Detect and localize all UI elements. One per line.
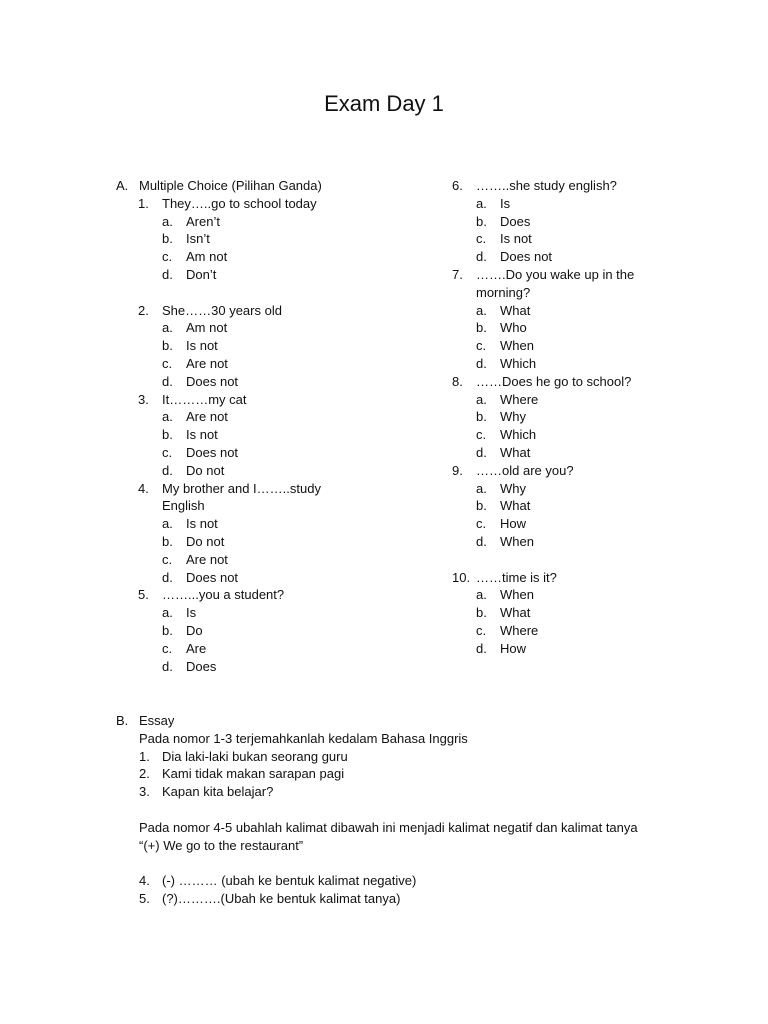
question-text-continued: English <box>162 498 205 514</box>
item-number: 1. <box>139 748 150 764</box>
option-letter: c. <box>162 249 173 265</box>
option-text: Do <box>186 622 203 638</box>
option-text: When <box>500 338 534 354</box>
option-letter: c. <box>162 444 173 460</box>
essay-instruction-2: Pada nomor 4-5 ubahlah kalimat dibawah ini menjadi kalimat negatif dan kalimat tanya <box>139 819 638 835</box>
option-4b <box>116 533 446 551</box>
question-number: 3. <box>138 391 149 407</box>
option-text: Don’t <box>186 266 217 282</box>
option-letter: c. <box>162 551 173 567</box>
option-letter: d. <box>162 266 173 282</box>
option-letter: d. <box>476 640 487 656</box>
example-sentence: “(+) We go to the restaurant” <box>139 837 304 853</box>
option-5c <box>116 640 446 658</box>
question-number: 4. <box>138 480 149 496</box>
essay-instruction-1 <box>116 730 676 748</box>
option-2a <box>116 319 446 337</box>
option-10c <box>452 622 662 640</box>
option-text: How <box>500 640 527 656</box>
option-letter: a. <box>162 605 173 621</box>
option-5a <box>116 604 446 622</box>
option-text: What <box>500 605 531 621</box>
option-1b <box>116 230 446 248</box>
option-text: How <box>500 516 527 532</box>
option-letter: b. <box>162 231 173 247</box>
option-text: Does <box>500 213 531 229</box>
question-2 <box>116 302 446 320</box>
question-number: 2. <box>138 302 149 318</box>
item-number: 5. <box>139 890 150 906</box>
option-text: Does <box>186 658 217 674</box>
option-text: Is not <box>186 516 218 532</box>
option-text: Aren’t <box>186 213 220 229</box>
question-number: 7. <box>452 266 463 282</box>
option-letter: b. <box>476 320 487 336</box>
option-letter: d. <box>162 658 173 674</box>
instruction-text: Pada nomor 1-3 terjemahkanlah kedalam Bahasa Inggris <box>139 730 468 746</box>
option-text: Do not <box>186 462 225 478</box>
option-4c <box>116 551 446 569</box>
option-text: Does not <box>500 249 553 265</box>
option-text: Who <box>500 320 527 336</box>
item-number: 4. <box>139 873 150 889</box>
spacer <box>116 284 446 302</box>
option-text: Are not <box>186 409 228 425</box>
option-3d <box>116 462 446 480</box>
option-letter: c. <box>476 516 487 532</box>
option-1d <box>116 266 446 284</box>
item-text: Kapan kita belajar? <box>162 784 274 800</box>
option-letter: c. <box>162 355 173 371</box>
option-text: Am not <box>186 320 228 336</box>
option-text: When <box>500 533 534 549</box>
option-letter: c. <box>476 231 487 247</box>
item-number: 3. <box>139 784 150 800</box>
option-7a <box>452 302 662 320</box>
question-text: They…..go to school today <box>162 195 317 211</box>
option-text: Is <box>186 605 197 621</box>
option-8b <box>452 408 662 426</box>
option-3c <box>116 444 446 462</box>
section-b-heading-line <box>116 712 676 730</box>
option-5b <box>116 622 446 640</box>
option-8a <box>452 391 662 409</box>
option-letter: b. <box>162 338 173 354</box>
option-text: Are not <box>186 551 228 567</box>
question-text: ……time is it? <box>476 569 557 585</box>
option-6a <box>452 195 662 213</box>
option-letter: a. <box>162 320 173 336</box>
spacer <box>452 551 662 569</box>
option-text: Are not <box>186 355 228 371</box>
question-text: …….Do you wake up in the <box>476 266 635 282</box>
option-letter: d. <box>476 533 487 549</box>
option-text: Isn’t <box>186 231 210 247</box>
option-letter: b. <box>162 427 173 443</box>
option-1c <box>116 248 446 266</box>
option-letter: a. <box>476 302 487 318</box>
option-text: Is not <box>186 338 218 354</box>
option-letter: d. <box>162 569 173 585</box>
option-letter: b. <box>162 533 173 549</box>
question-4-continued <box>116 497 446 515</box>
option-text: Do not <box>186 533 225 549</box>
option-1a <box>116 213 446 231</box>
option-text: What <box>500 498 531 514</box>
spacer <box>116 801 676 819</box>
option-text: Why <box>500 480 526 496</box>
item-text: Dia laki-laki bukan seorang guru <box>162 748 348 764</box>
option-letter: a. <box>162 213 173 229</box>
question-number: 8. <box>452 373 463 389</box>
question-number: 6. <box>452 178 463 193</box>
section-a-marker: A. <box>116 178 129 193</box>
question-8 <box>452 373 662 391</box>
question-4 <box>116 480 446 498</box>
option-letter: a. <box>476 480 487 496</box>
option-9c <box>452 515 662 533</box>
option-letter: a. <box>162 409 173 425</box>
option-letter: a. <box>476 195 487 211</box>
option-8d <box>452 444 662 462</box>
option-text: Does not <box>186 444 239 460</box>
option-6d <box>452 248 662 266</box>
question-text-continued: morning? <box>476 284 531 300</box>
example-sentence-line <box>116 837 676 855</box>
option-text: Why <box>500 409 526 425</box>
question-number: 5. <box>138 587 149 603</box>
question-number: 10. <box>452 569 471 585</box>
option-text: Is not <box>186 427 218 443</box>
option-3a <box>116 408 446 426</box>
option-4a <box>116 515 446 533</box>
question-text: ……old are you? <box>476 462 574 478</box>
section-b <box>116 712 676 908</box>
option-2c <box>116 355 446 373</box>
option-9b <box>452 497 662 515</box>
essay-item-3 <box>116 783 676 801</box>
section-a-left-column <box>116 177 446 675</box>
option-text: Does not <box>186 373 239 389</box>
option-10b <box>452 604 662 622</box>
option-10a <box>452 586 662 604</box>
option-text: Where <box>500 391 539 407</box>
page-title: Exam Day 1 <box>324 91 444 116</box>
section-b-heading: Essay <box>139 713 175 728</box>
option-text: Which <box>500 355 537 371</box>
option-text: Does not <box>186 569 239 585</box>
item-text: (-) ……… (ubah ke bentuk kalimat negative) <box>162 873 417 889</box>
option-6b <box>452 213 662 231</box>
section-a-right-column <box>452 177 662 658</box>
option-text: Is <box>500 195 511 211</box>
option-letter: c. <box>476 338 487 354</box>
option-3b <box>116 426 446 444</box>
option-10d <box>452 640 662 658</box>
question-6 <box>452 177 662 195</box>
option-letter: d. <box>162 462 173 478</box>
question-7-continued <box>452 284 662 302</box>
spacer <box>116 854 676 872</box>
item-number: 2. <box>139 766 150 782</box>
option-text: What <box>500 444 531 460</box>
option-letter: b. <box>476 498 487 514</box>
option-letter: b. <box>162 622 173 638</box>
option-text: Where <box>500 622 539 638</box>
question-5 <box>116 586 446 604</box>
option-text: Am not <box>186 249 228 265</box>
option-4d <box>116 569 446 587</box>
option-letter: a. <box>476 587 487 603</box>
option-text: Which <box>500 427 537 443</box>
option-7c <box>452 337 662 355</box>
essay-item-5 <box>116 890 676 908</box>
option-text: What <box>500 302 531 318</box>
option-5d <box>116 658 446 676</box>
option-letter: c. <box>162 640 173 656</box>
question-1 <box>116 195 446 213</box>
option-letter: b. <box>476 409 487 425</box>
section-a-heading: Multiple Choice (Pilihan Ganda) <box>139 178 322 193</box>
option-8c <box>452 426 662 444</box>
item-text: (?)……….(Ubah ke bentuk kalimat tanya) <box>162 890 401 906</box>
option-2b <box>116 337 446 355</box>
essay-item-2 <box>116 765 676 783</box>
option-2d <box>116 373 446 391</box>
question-9 <box>452 462 662 480</box>
item-text: Kami tidak makan sarapan pagi <box>162 766 345 782</box>
option-letter: c. <box>476 427 487 443</box>
question-number: 1. <box>138 195 149 211</box>
question-text: My brother and I……..study <box>162 480 321 496</box>
option-letter: a. <box>476 391 487 407</box>
option-letter: a. <box>162 516 173 532</box>
option-7b <box>452 319 662 337</box>
option-9a <box>452 480 662 498</box>
option-letter: d. <box>476 355 487 371</box>
section-a-heading-line <box>116 177 446 195</box>
option-letter: d. <box>476 444 487 460</box>
option-letter: c. <box>476 622 487 638</box>
essay-item-1 <box>116 748 676 766</box>
question-text: ……..she study english? <box>476 178 617 193</box>
question-number: 9. <box>452 462 463 478</box>
question-text: ……...you a student? <box>162 587 285 603</box>
option-text: Are <box>186 640 207 656</box>
option-letter: b. <box>476 605 487 621</box>
option-text: Is not <box>500 231 532 247</box>
option-letter: d. <box>162 373 173 389</box>
question-10 <box>452 569 662 587</box>
question-7 <box>452 266 662 284</box>
question-3 <box>116 391 446 409</box>
essay-item-4 <box>116 872 676 890</box>
option-7d <box>452 355 662 373</box>
question-text: ……Does he go to school? <box>476 373 632 389</box>
option-letter: b. <box>476 213 487 229</box>
question-text: It………my cat <box>162 391 247 407</box>
section-b-marker: B. <box>116 713 129 728</box>
option-9d <box>452 533 662 551</box>
option-text: When <box>500 587 534 603</box>
option-letter: d. <box>476 249 487 265</box>
option-6c <box>452 230 662 248</box>
question-text: She……30 years old <box>162 302 282 318</box>
